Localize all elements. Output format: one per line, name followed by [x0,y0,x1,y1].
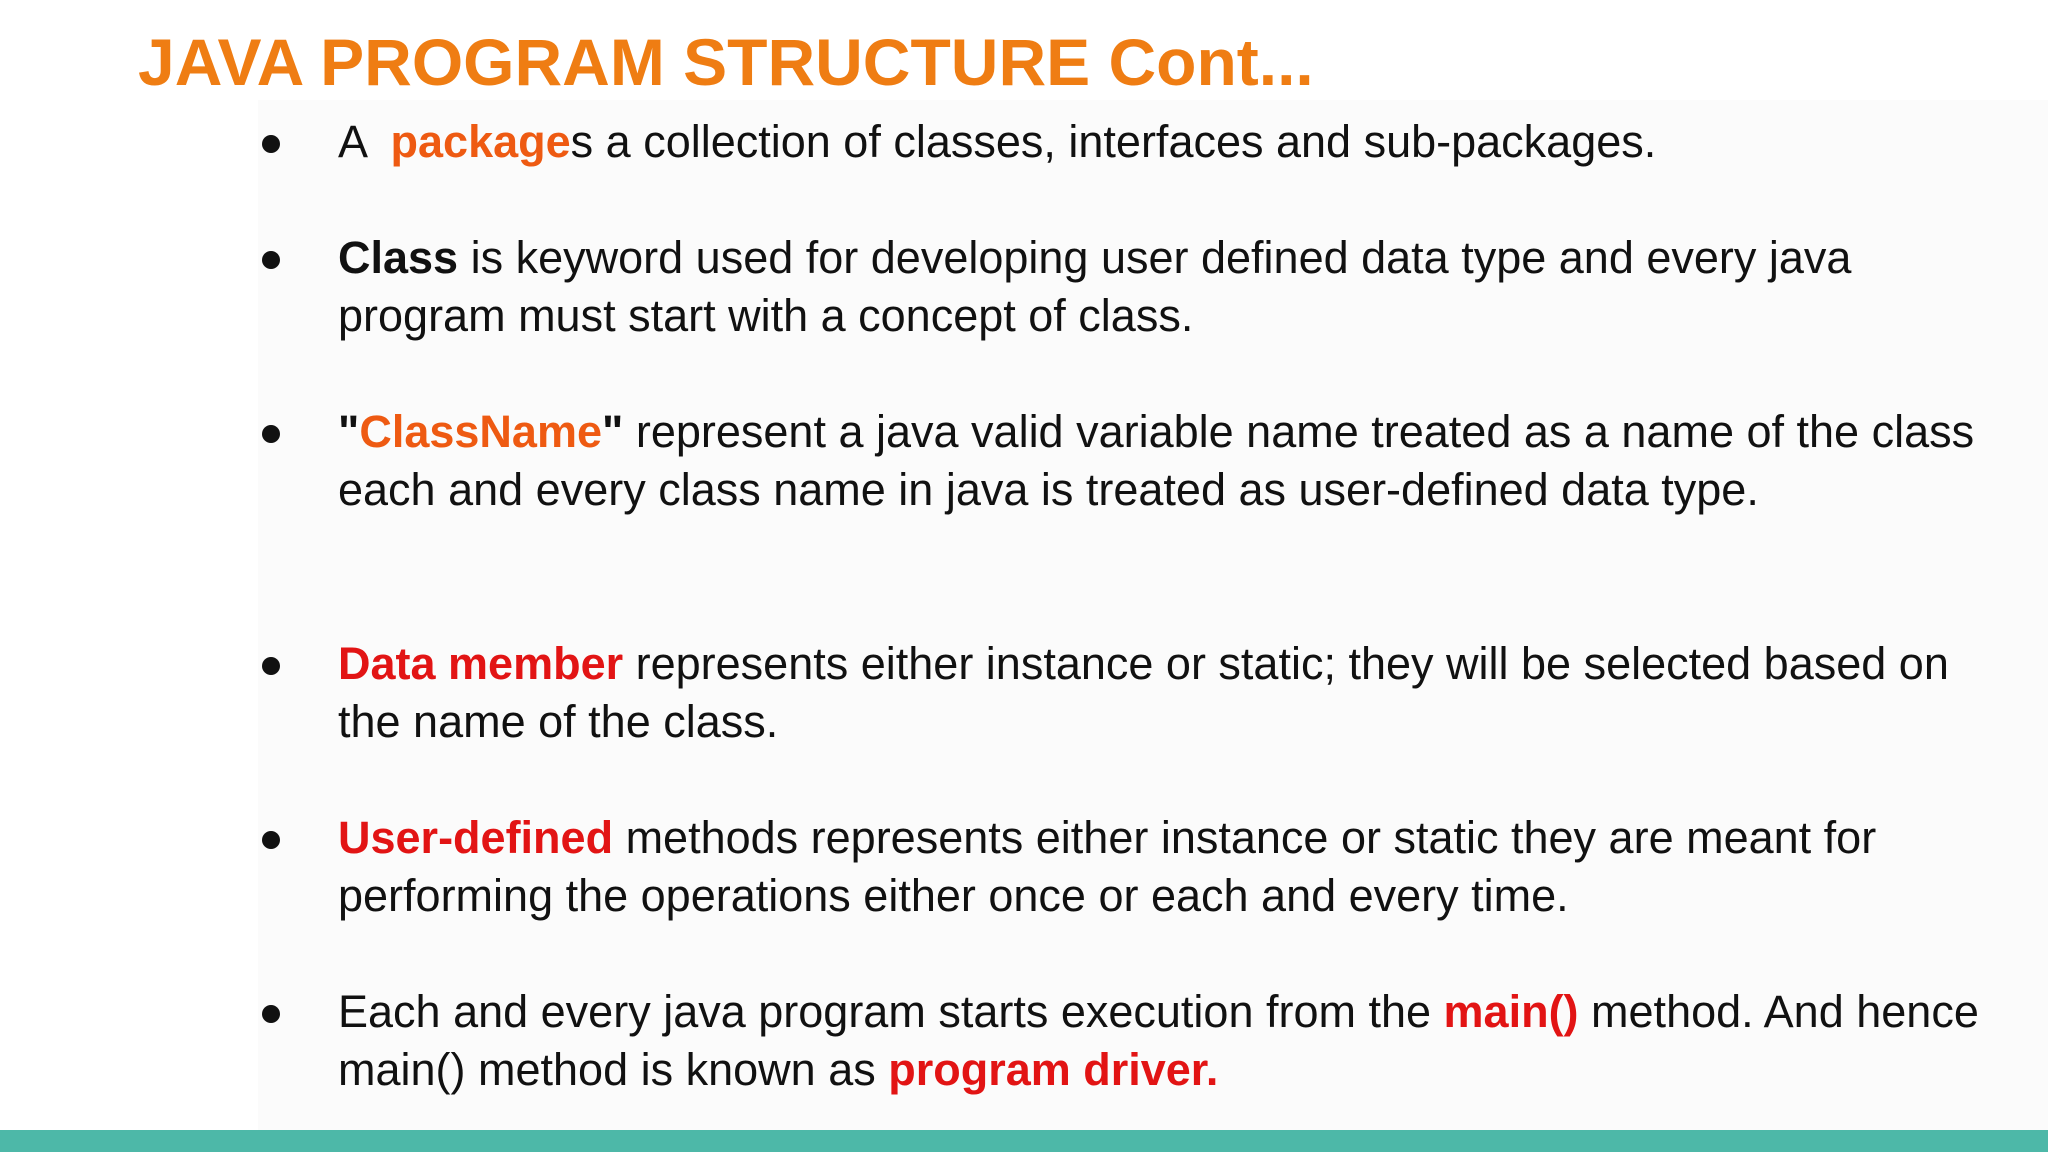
bullet-lead-text: Each and every java program starts execution from the [338,986,1444,1037]
quote-open: " [338,406,360,457]
keyword-main: main() [1443,986,1579,1037]
bullet-dot-icon [262,135,280,153]
bullet-lead-text: A [338,116,391,167]
bullet-text: represent a java valid variable name treated as a name of the class each and every class name in java is treated as user-defined data type. [338,406,1975,515]
bullet-item-classname [338,403,2018,519]
keyword-data-member: Data member [338,638,624,689]
quote-close: " [602,406,624,457]
bullet-item-main [338,983,2018,1099]
bullet-item-data-member [338,635,2018,751]
bullet-dot-icon [262,425,280,443]
bullet-dot-icon [262,1005,280,1023]
bullet-middle-text: method. And hence main() method is known as [338,986,1979,1095]
bullet-text: represents either instance or static; they will be selected based on the name of the class. [338,638,1949,747]
keyword-class: Class [338,232,459,283]
bullet-dot-icon [262,251,280,269]
bullet-text: s a collection of classes, interfaces and sub-packages. [570,116,1657,167]
keyword-program-driver: program driver. [888,1044,1219,1095]
bullet-dot-icon [262,831,280,849]
bullet-dot-icon [262,657,280,675]
bullet-text: is keyword used for developing user defined data type and every java program must start with a concept of class. [338,232,1852,341]
keyword-user-defined: User-defined [338,812,614,863]
slide-title: JAVA PROGRAM STRUCTURE Cont... [138,25,1314,99]
bullet-item-user-defined [338,809,2018,925]
bullet-item-package [338,113,2018,171]
bullet-text: methods represents either instance or static they are meant for performing the operations either once or each and every time. [338,812,1877,921]
keyword-classname: ClassName [359,406,602,457]
keyword-package: package [390,116,571,167]
footer-accent-bar [0,1130,2048,1152]
bullet-item-class [338,229,2018,345]
